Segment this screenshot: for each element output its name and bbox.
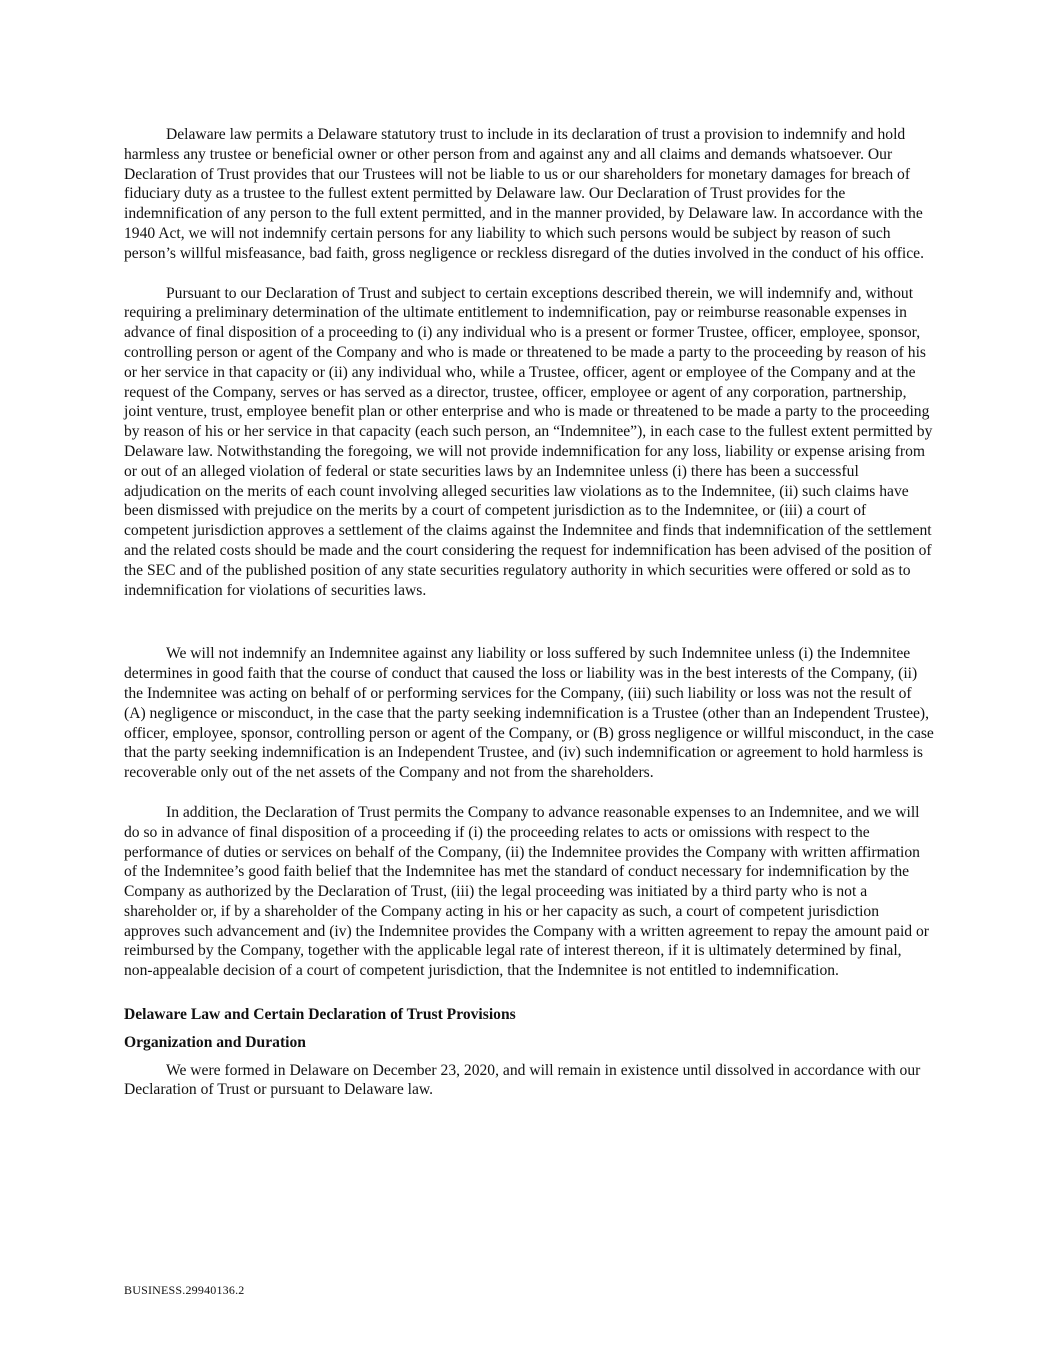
spacer (124, 1025, 934, 1033)
subsection-heading: Organization and Duration (124, 1033, 306, 1051)
paragraph-indemnification-terms: Pursuant to our Declaration of Trust and subject to certain exceptions described therein, we will indemnify and, without requiring a preliminary determination of the ultimate entitlement to indemnification, pay or reimburse reasonable expenses in advance of final disposition of a proceeding to (i) any individual who is a present or former Trustee, officer, employee, sponsor, controlling person or agent of the Company and who is made or threatened to be made a party to the proceeding by reason of his or her service in that capacity or (ii) any individual who, while a Trustee, officer, agent or employee of the Company and at the request of the Company, serves or has served as a director, trustee, officer, employee or agent of any corporation, partnership, joint venture, trust, employee benefit plan or other enterprise and who is made or threatened to be made a party to the proceeding by reason of his or her service in that capacity (each such person, an “Indemnitee”), in each case to the fullest extent permitted by Delaware law. Notwithstanding the foregoing, we will not provide indemnification for any loss, liability or expense arising from or out of an alleged violation of federal or state securities laws by an Indemnitee unless (i) there has been a successful adjudication on the merits of each count involving alleged securities law violations as to the Indemnitee, (ii) such claims have been dismissed with prejudice on the merits by a court of competent jurisdiction as to the Indemnitee, or (iii) a court of competent jurisdiction approves a settlement of the claims against the Indemnitee and finds that indemnification of the settlement and the related costs should be made and the court considering the request for indemnification has been advised of the position of the SEC and of the published position of any state securities regulatory authority in which securities were offered or sold as to indemnification for violations of securities laws. (124, 284, 933, 599)
paragraph-organization-duration: We were formed in Delaware on December 23, 2020, and will remain in existence until dissolved in accordance with our Declaration of Trust or pursuant to Delaware law. (124, 1061, 921, 1099)
document-body (124, 125, 934, 1100)
spacer (124, 783, 934, 803)
document-id-footer: BUSINESS.29940136.2 (124, 1283, 245, 1297)
paragraph-delaware-indemnification: Delaware law permits a Delaware statutory trust to include in its declaration of trust a provision to indemnify and hold harmless any trustee or beneficial owner or other person from and against any and all claims and demands whatsoever. Our Declaration of Trust provides that our Trustees will not be liable to us or our shareholders for monetary damages for breach of fiduciary duty as a trustee to the fullest extent permitted by Delaware law. Our Declaration of Trust provides for the indemnification of any person to the full extent permitted, and in the manner provided, by Delaware law. In accordance with the 1940 Act, we will not indemnify certain persons for any liability to which such persons would be subject by reason of such person’s willful misfeasance, bad faith, gross negligence or reckless disregard of the duties involved in the conduct of his office. (124, 126, 924, 262)
section-heading: Delaware Law and Certain Declaration of Trust Provisions (124, 1006, 516, 1024)
spacer (124, 981, 934, 1005)
spacer (124, 264, 934, 284)
spacer (124, 1053, 934, 1061)
paragraph-expense-advancement: In addition, the Declaration of Trust permits the Company to advance reasonable expenses to an Indemnitee, and we will do so in advance of final disposition of a proceeding if (i) the proceeding relates to acts or omissions with respect to the performance of duties or services on behalf of the Company, (ii) the Indemnitee provides the Company with written affirmation of the Indemnitee’s good faith belief that the Indemnitee has met the standard of conduct necessary for indemnification by the Company as authorized by the Declaration of Trust, (iii) the legal proceeding was initiated by a third party who is not a shareholder or, if by a shareholder of the Company acting in his or her capacity as such, a court of competent jurisdiction approves such advancement and (iv) the Indemnitee provides the Company with a written agreement to repay the amount paid or reimbursed by the Company, together with the applicable legal rate of interest thereon, if it is ultimately determined by final, non-appealable decision of a court of competent jurisdiction, that the Indemnitee is not entitled to indemnification. (124, 803, 929, 980)
paragraph-indemnification-limits: We will not indemnify an Indemnitee against any liability or loss suffered by such Indemnitee unless (i) the Indemnitee determines in good faith that the course of conduct that caused the loss or liability was in the best interests of the Company, (ii) the Indemnitee was acting on behalf of or performing services for the Company, (iii) such liability or loss was not the result of (A) negligence or misconduct, in the case that the party seeking indemnification is a Trustee (other than an Independent Trustee), officer, employee, sponsor, controlling person or agent of the Company, or (B) gross negligence or willful misconduct, in the case that the party seeking indemnification is an Independent Trustee, and (iv) such indemnification or agreement to hold harmless is recoverable only out of the net assets of the Company and not from the shareholders. (124, 645, 934, 782)
spacer (124, 600, 934, 644)
